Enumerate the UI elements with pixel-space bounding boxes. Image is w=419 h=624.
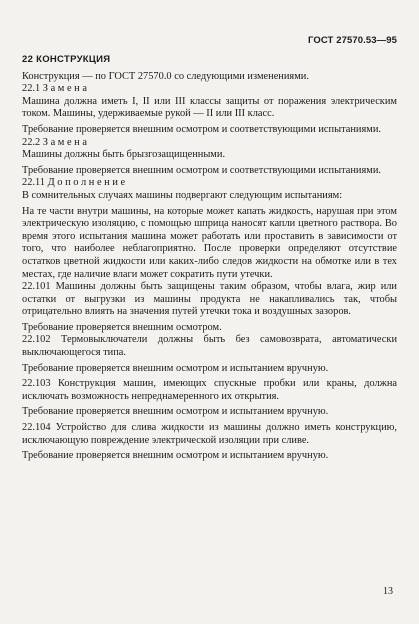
paragraph: Требование проверяется внешним осмотром и испытанием вручную.	[22, 362, 329, 374]
paragraph: Требование проверяется внешним осмотром и испытанием вручную.	[22, 406, 329, 418]
page-number: 13	[383, 586, 393, 597]
clause-heading: 22.2 З а м е н а	[22, 136, 87, 148]
paragraph: На те части внутри машины, на которые может капать жидкость, нарушая при этом электрическую изоляцию, с помощью шприца наносят капли цветного раствора. Во время этого испытания машина может работать или проставить в зависимости от того, что наиболее неблагоприятно. После проверки определяют отсутствие остатков цветной жидкости или каких-либо следов жидкости на обмотке или в тех местах, где наличие влаги может сократить пути утечки.	[22, 205, 397, 280]
paragraph: Машины должны быть брызгозащищенными.	[22, 149, 226, 161]
paragraph: 22.102 Термовыключатели должны быть без самовозврата, автоматически выключающегося типа.	[22, 334, 397, 359]
paragraph: 22.103 Конструкция машин, имеющих спускные пробки или краны, должна исключать возможность непреднамеренного их открытия.	[22, 378, 397, 402]
paragraph: 22.104 Устройство для слива жидкости из машины должно иметь конструкцию, исключающую повреждение электрической изоляции при сливе.	[22, 422, 397, 446]
paragraph: В сомнительных случаях машины подвергают следующим испытаниям:	[22, 189, 343, 201]
paragraph: Требование проверяется внешним осмотром и соответствующими испытаниями.	[22, 123, 381, 135]
standard-header: ГОСТ 27570.53—95	[307, 35, 397, 46]
clause-heading: 22.1 З а м е н а	[22, 83, 87, 95]
paragraph: Требование проверяется внешним осмотром и испытанием вручную.	[22, 450, 329, 462]
section-title: 22 КОНСТРУКЦИЯ	[22, 54, 111, 65]
paragraph: Машина должна иметь I, II или III классы защиты от поражения электрическим током. Машины, удерживаемые рукой — II или III класс.	[22, 95, 397, 120]
clause-heading: 22.11 Д о п о л н е н и е	[22, 177, 126, 189]
paragraph: Требование проверяется внешним осмотром.	[22, 321, 222, 333]
paragraph: Конструкция — по ГОСТ 27570.0 со следующими изменениями.	[22, 70, 309, 82]
paragraph: Требование проверяется внешним осмотром и соответствующими испытаниями.	[22, 164, 381, 176]
document-body	[22, 54, 397, 463]
paragraph: 22.101 Машины должны быть защищены таким образом, чтобы влага, жир или остатки от выгрузки из машины продукта не накапливались так, чтобы отрицательно влиять на значения путей утечки тока и воздушных зазоров.	[22, 281, 397, 318]
